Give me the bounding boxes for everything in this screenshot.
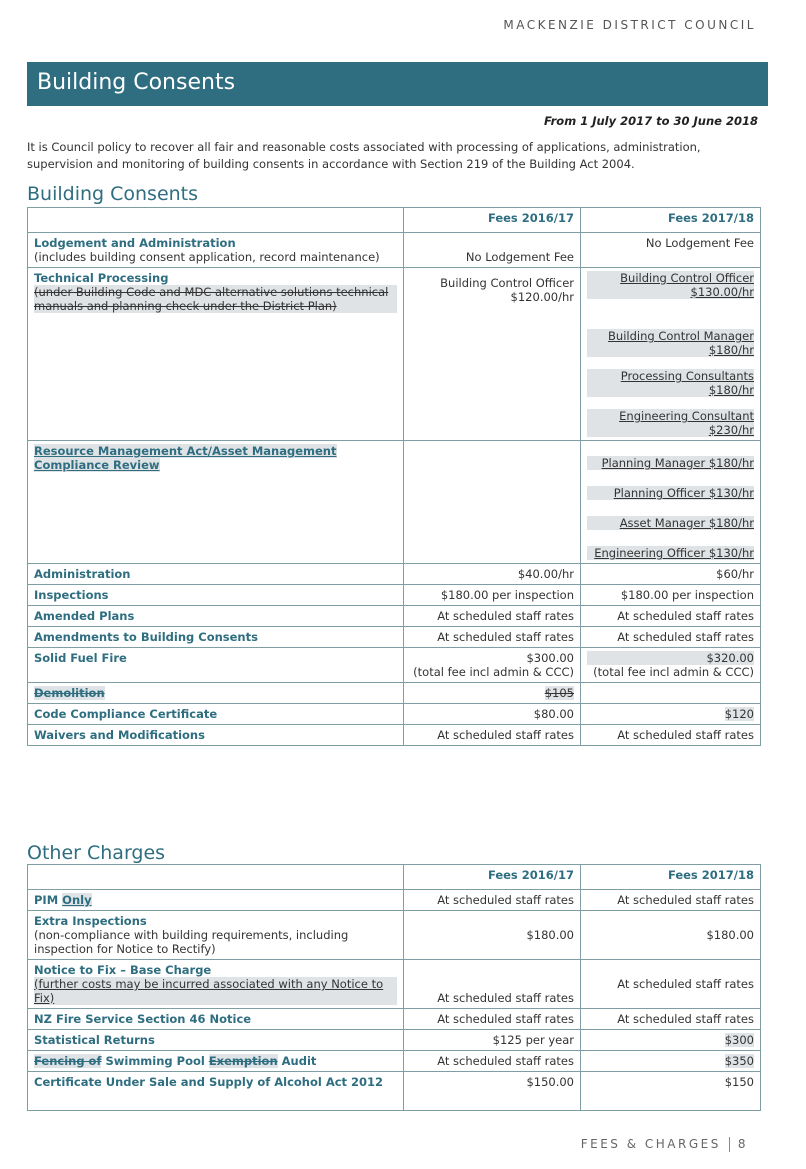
row-name: Audit (277, 1054, 317, 1068)
fee-line: Building Control Officer (440, 276, 574, 290)
row-label: Statistical Returns (28, 1030, 404, 1051)
table-row (28, 1051, 761, 1072)
row-label (28, 233, 404, 268)
row-label (28, 1051, 404, 1072)
fee-2016 (404, 268, 581, 441)
row-label: Administration (28, 564, 404, 585)
fee-line: $230/hr (587, 423, 754, 437)
fee-2016 (404, 683, 581, 704)
fee-2016: At scheduled staff rates (404, 627, 581, 648)
row-label (28, 890, 404, 911)
row-name-struck: Fencing of (34, 1054, 102, 1068)
row-name: Lodgement and Administration (34, 236, 236, 250)
table-row (28, 725, 761, 746)
fee-2016 (404, 441, 581, 564)
table-row (28, 585, 761, 606)
fee-2016 (404, 648, 581, 683)
table-row (28, 441, 761, 564)
fee-2017 (581, 441, 761, 564)
row-label: Amended Plans (28, 606, 404, 627)
page-footer (581, 1137, 748, 1152)
table-row (28, 268, 761, 441)
section-heading-other-charges: Other Charges (27, 842, 166, 864)
row-sub: (further costs may be incurred associated with any Notice to Fix) (34, 977, 397, 1005)
fee-2017: At scheduled staff rates (581, 725, 761, 746)
fee-line: Building Control Manager (587, 329, 754, 343)
row-name: Notice to Fix – Base Charge (34, 963, 212, 977)
row-label (28, 441, 404, 564)
header-cell-empty (28, 208, 404, 233)
fee-line: $180/hr (587, 383, 754, 397)
fee-note: (total fee incl admin & CCC) (413, 665, 574, 679)
row-label (28, 911, 404, 960)
row-label (28, 683, 404, 704)
fee-2016: $125 per year (404, 1030, 581, 1051)
fee-2016: No Lodgement Fee (404, 233, 581, 268)
row-name-suffix: Only (62, 893, 92, 907)
fee-line: Processing Consultants (587, 369, 754, 383)
fee-2017 (581, 1051, 761, 1072)
row-label (28, 960, 404, 1009)
row-label: Waivers and Modifications (28, 725, 404, 746)
fee-2017: $180.00 (581, 911, 761, 960)
fee-value: $350 (724, 1054, 754, 1068)
fee-2016: $180.00 per inspection (404, 585, 581, 606)
row-name: Technical Processing (34, 271, 169, 285)
table-row (28, 233, 761, 268)
fee-line: Asset Manager $180/hr (587, 516, 754, 530)
fee-2017 (581, 648, 761, 683)
fee-2016: At scheduled staff rates (404, 1051, 581, 1072)
header-fees-2016: Fees 2016/17 (404, 208, 581, 233)
table-row (28, 683, 761, 704)
row-label: Solid Fuel Fire (28, 648, 404, 683)
row-name-struck: Exemption (208, 1054, 278, 1068)
fee-line: Planning Manager $180/hr (587, 456, 754, 470)
row-sub: (non-compliance with building requirements, including inspection for Notice to Rectify) (34, 928, 349, 956)
row-label: Inspections (28, 585, 404, 606)
fee-line: Planning Officer $130/hr (587, 486, 754, 500)
header-cell-empty (28, 865, 404, 890)
fee-2017: At scheduled staff rates (581, 890, 761, 911)
other-charges-table (27, 864, 761, 1111)
fee-2017 (581, 1030, 761, 1051)
row-label: NZ Fire Service Section 46 Notice (28, 1009, 404, 1030)
table-row (28, 1009, 761, 1030)
row-name: Swimming Pool (101, 1054, 209, 1068)
fee-line: $180/hr (587, 343, 754, 357)
table-row (28, 564, 761, 585)
fee-2016: $180.00 (404, 911, 581, 960)
page-number: 8 (737, 1137, 748, 1151)
table-row (28, 606, 761, 627)
table-row (28, 704, 761, 725)
fee-2017: At scheduled staff rates (581, 627, 761, 648)
row-name: PIM (34, 893, 59, 907)
table-row (28, 648, 761, 683)
row-label: Code Compliance Certificate (28, 704, 404, 725)
fee-line: Engineering Consultant (587, 409, 754, 423)
intro-paragraph: It is Council policy to recover all fair and reasonable costs associated with processing of applications, administration, supervision and monitoring of building consents in accordance with Section 219 of the Building Act 2004. (27, 140, 701, 171)
row-name: Extra Inspections (34, 914, 147, 928)
fee-2017 (581, 268, 761, 441)
row-name: Demolition (34, 686, 105, 700)
fee-line: $300.00 (526, 651, 574, 665)
row-sub: (includes building consent application, record maintenance) (34, 250, 380, 264)
fee-2016: $40.00/hr (404, 564, 581, 585)
row-label (28, 268, 404, 441)
fee-note: (total fee incl admin & CCC) (593, 665, 754, 679)
row-label: Amendments to Building Consents (28, 627, 404, 648)
section-heading-building-consents: Building Consents (27, 183, 199, 205)
fee-2016: $80.00 (404, 704, 581, 725)
fee-2017: $150 (581, 1072, 761, 1111)
table-row (28, 911, 761, 960)
fee-2017: $180.00 per inspection (581, 585, 761, 606)
row-name: Resource Management Act/Asset Management Compliance Review (34, 444, 337, 472)
fee-value: $105 (544, 686, 574, 700)
table-header-row (28, 208, 761, 233)
table-header-row (28, 865, 761, 890)
footer-label: FEES & CHARGES (580, 1137, 721, 1151)
fee-2016: At scheduled staff rates (404, 890, 581, 911)
footer-divider (729, 1137, 730, 1152)
table-row (28, 1072, 761, 1111)
fee-2017: At scheduled staff rates (581, 1009, 761, 1030)
fee-2016: At scheduled staff rates (404, 606, 581, 627)
table-row (28, 960, 761, 1009)
fee-2016: $150.00 (404, 1072, 581, 1111)
fee-2016: At scheduled staff rates (404, 960, 581, 1009)
title-banner (27, 62, 768, 106)
fee-line: Building Control Officer (587, 271, 754, 285)
fee-2017: No Lodgement Fee (581, 233, 761, 268)
period-text: From 1 July 2017 to 30 June 2018 (544, 114, 758, 128)
fee-2017: At scheduled staff rates (581, 606, 761, 627)
header-fees-2017: Fees 2017/18 (581, 208, 761, 233)
banner-title: Building Consents (37, 70, 236, 95)
table-row (28, 1030, 761, 1051)
organisation-name: MACKENZIE DISTRICT COUNCIL (503, 18, 756, 32)
fee-line: $320.00 (587, 651, 754, 665)
header-fees-2017: Fees 2017/18 (581, 865, 761, 890)
fee-2016: At scheduled staff rates (404, 1009, 581, 1030)
building-consents-table (27, 207, 761, 746)
table-row (28, 890, 761, 911)
table-row (28, 627, 761, 648)
fee-2016: At scheduled staff rates (404, 725, 581, 746)
fee-value: $300 (724, 1033, 754, 1047)
fee-2017: At scheduled staff rates (581, 960, 761, 1009)
fee-2017 (581, 683, 761, 704)
fee-2017: $60/hr (581, 564, 761, 585)
row-sub: (under Building Code and MDC alternative solutions technical manuals and planning check under the District Plan) (34, 285, 397, 313)
fee-line: Engineering Officer $130/hr (587, 546, 754, 560)
fee-line: $130.00/hr (587, 285, 754, 299)
header-fees-2016: Fees 2016/17 (404, 865, 581, 890)
row-label: Certificate Under Sale and Supply of Alcohol Act 2012 (28, 1072, 404, 1111)
fee-2017 (581, 704, 761, 725)
fee-line: $120.00/hr (510, 290, 574, 304)
fee-value: $120 (724, 707, 754, 721)
